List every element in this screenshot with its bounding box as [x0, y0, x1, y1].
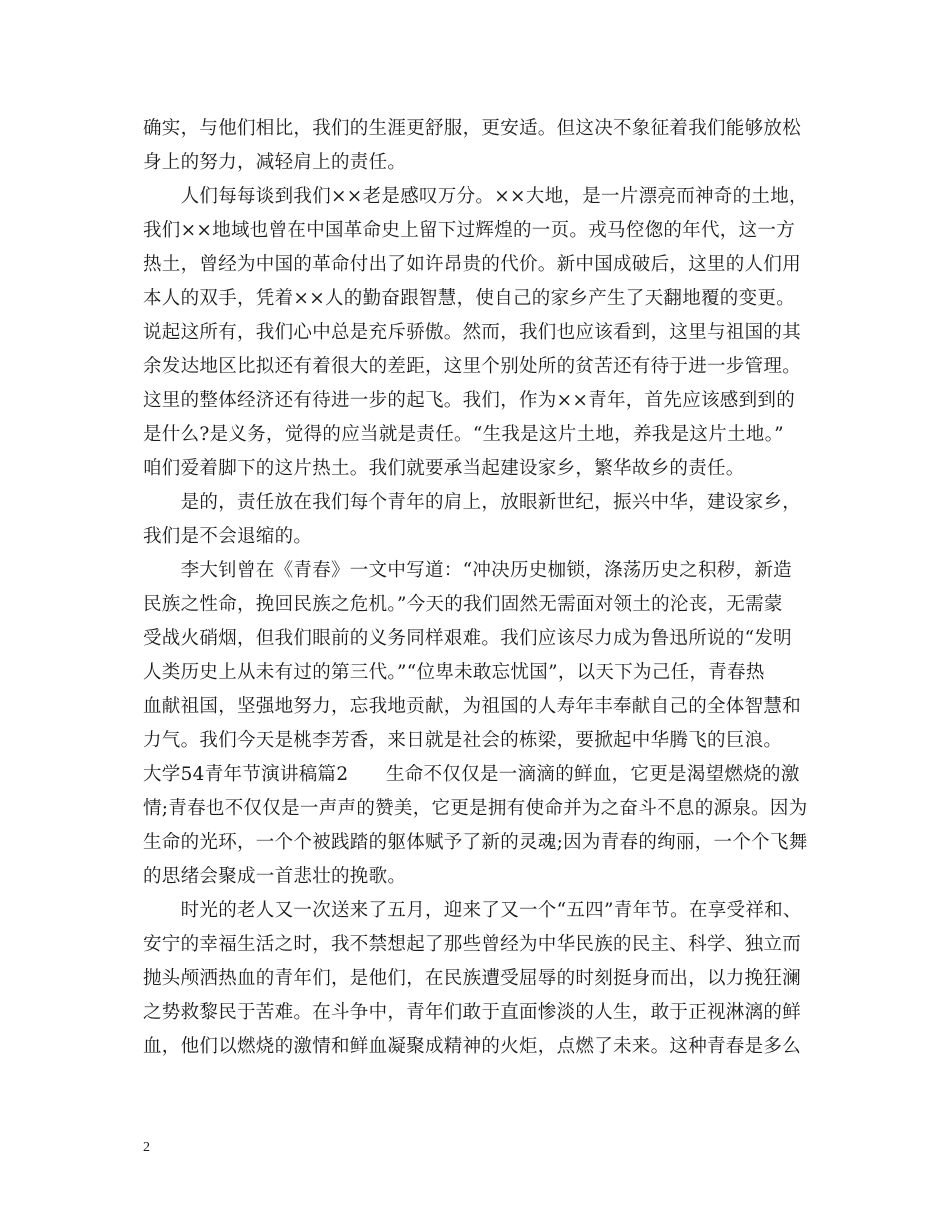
text-line: 人们每每谈到我们××老是感叹万分。××大地，是一片漂亮而神奇的土地， — [143, 186, 808, 207]
text-line: 这里的整体经济还有待进一步的起飞。我们，作为××青年，首先应该感到到的 — [143, 390, 796, 411]
text-line: 身上的努力，减轻肩上的责任。 — [143, 152, 407, 173]
text-line: 余发达地区比拟还有着很大的差距，这里个别处所的贫苦还有待于进一步管理。 — [143, 356, 802, 377]
text-line: 力气。我们今天是桃李芳香，来日就是社会的栋梁，要掀起中华腾飞的巨浪。 — [143, 730, 783, 751]
text-line: 血献祖国，坚强地努力，忘我地贡献，为祖国的人寿年丰奉献自己的全体智慧和 — [143, 696, 802, 717]
text-line: 安宁的幸福生活之时，我不禁想起了那些曾经为中华民族的民主、科学、独立而 — [143, 934, 802, 955]
text-line: 我们××地域也曾在中国革命史上留下过辉煌的一页。戎马倥偬的年代，这一方 — [143, 220, 796, 241]
text-line: 咱们爱着脚下的这片热土。我们就要承当起建设家乡，繁华故乡的责任。 — [143, 458, 745, 479]
text-line: 时光的老人又一次送来了五月，迎来了又一个“五四”青年节。在享受祥和、 — [143, 900, 802, 921]
text-line: 大学54青年节演讲稿篇2 生命不仅仅是一滴滴的鲜血，它更是渴望燃烧的激 — [143, 764, 800, 785]
text-line: 的思绪会聚成一首悲壮的挽歌。 — [143, 866, 407, 887]
text-line: 是的，责任放在我们每个青年的肩上，放眼新世纪，振兴中华，建设家乡， — [143, 492, 802, 513]
text-line: 是什么?是义务，觉得的应当就是责任。“生我是这片土地，养我是这片土地。” — [143, 424, 784, 445]
text-line: 抛头颅洒热血的青年们，是他们，在民族遭受屈辱的时刻挺身而出，以力挽狂澜 — [143, 968, 802, 989]
text-line: 人类历史上从未有过的第三代。”“位卑未敢忘忧国”，以天下为己任，青春热 — [143, 662, 765, 683]
text-line: 民族之性命，挽回民族之危机。”今天的我们固然无需面对领土的沦丧，无需蒙 — [143, 594, 783, 615]
text-line: 血，他们以燃烧的激情和鲜血凝聚成精神的火炬，点燃了未来。这种青春是多么 — [143, 1036, 802, 1057]
text-line: 受战火硝烟，但我们眼前的义务同样艰难。我们应该尽力成为鲁迅所说的“发明 — [143, 628, 792, 649]
text-line: 确实，与他们相比，我们的生涯更舒服，更安适。但这决不象征着我们能够放松 — [143, 118, 802, 139]
text-line: 热土，曾经为中国的革命付出了如许昂贵的代价。新中国成破后，这里的人们用 — [143, 254, 802, 275]
text-line: 李大钊曾在《青春》一文中写道：“冲决历史枷锁，涤荡历史之积秽，新造 — [143, 560, 792, 581]
text-line: 生命的光环，一个个被践踏的躯体赋予了新的灵魂;因为青春的绚丽，一个个飞舞 — [143, 832, 808, 853]
text-line: 之势救黎民于苦难。在斗争中，青年们敢于直面惨淡的人生，敢于正视淋漓的鲜 — [143, 1002, 802, 1023]
body-text — [143, 112, 823, 1064]
page-number: 2 — [143, 1140, 150, 1155]
text-line: 说起这所有，我们心中总是充斥骄傲。然而，我们也应该看到，这里与祖国的其 — [143, 322, 802, 343]
text-line: 本人的双手，凭着××人的勤奋跟智慧，使自己的家乡产生了天翻地覆的变更。 — [143, 288, 796, 309]
text-line: 我们是不会退缩的。 — [143, 526, 313, 547]
text-line: 情;青春也不仅仅是一声声的赞美，它更是拥有使命并为之奋斗不息的源泉。因为 — [143, 798, 808, 819]
